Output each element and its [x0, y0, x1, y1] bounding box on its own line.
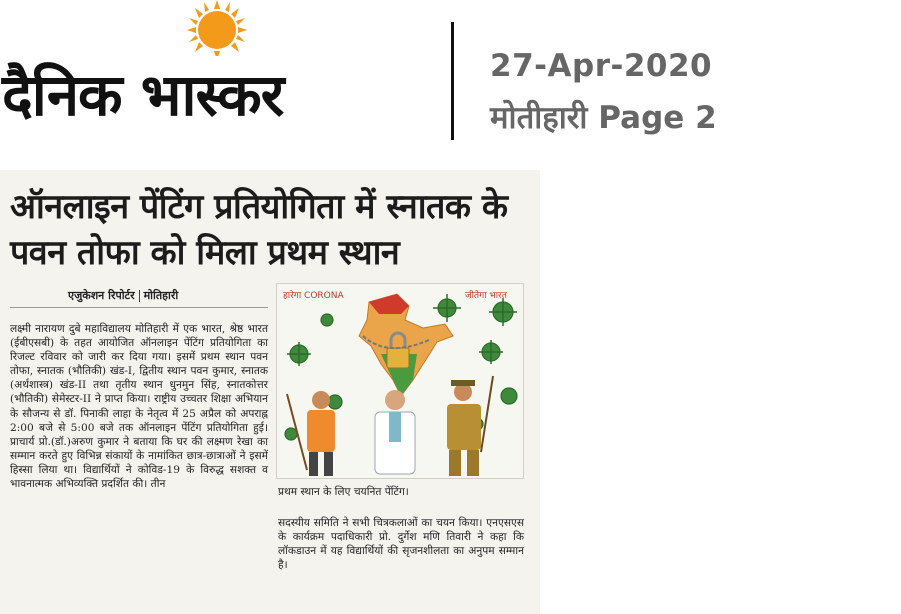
painting-caption: प्रथम स्थान के लिए चयनित पेंटिंग। — [278, 486, 409, 498]
edition-page-info: मोतीहारी Page 2 — [490, 100, 717, 136]
painting-label-right: जीतेगा भारत — [465, 291, 507, 301]
edition-date: 27-Apr-2020 — [490, 48, 713, 84]
article-column-2: सदस्यीय समिति ने सभी चित्रकलाओं का चयन किया। एनएसएस के कार्यक्रम पदाधिकारी प्रो. दुर्गेश मणि तिवारी ने कहा कि लॉकडाउन में यह विद्यार्थियों की सृजनशीलता का अनुपम सम्मान है। — [278, 517, 524, 572]
byline — [68, 288, 178, 303]
article-headline: ऑनलाइन पेंटिंग प्रतियोगिता में स्नातक के पवन तोफा को मिला प्रथम स्थान — [10, 187, 508, 273]
byline-desk: एजुकेशन रिपोर्टर — [68, 289, 135, 302]
byline-rule — [10, 307, 268, 308]
article-column-1: लक्ष्मी नारायण दुबे महाविद्यालय मोतिहारी में एक भारत, श्रेष्ठ भारत (ईबीएसबी) के तहत आयोजित ऑनलाइन पेंटिंग प्रतियोगिता का रिजल्ट रविवार को जारी कर दिया गया। इसमें प्रथम स्थान पवन तोफा, स्नातक (भौतिकी) खंड-I, द्वितीय स्थान पवन कुमार, स्नातक (अर्थशास्त्र) खंड-II तथा तृतीय स्थान धुनमुन सिंह, स्नातकोत्तर (भौतिकी) सेमेस्टर-II ने प्राप्त किया। राष्ट्रीय उच्चतर शिक्षा अभियान के सौजन्य से डॉ. पिनाकी लाहा के नेतृत्व में 25 अप्रैल को अपराह्न 2:00 बजे से 5:00 बजे तक ऑनलाइन पेंटिंग प्रतियोगिता हुई। प्राचार्य प्रो.(डॉ.)अरुण कुमार ने बताया कि घर की लक्ष्मण रेखा का सम्मान करते हुए विभिन्न संकायों के नामांकित छात्र-छात्राओं ने इसमें हिस्सा लिया था। विद्यार्थियों ने कोविड-19 के विरुद्ध सशक्त व भावनात्मक अभिव्यक्ति प्रदर्शित की। तीन — [10, 323, 268, 491]
newspaper-brand: दैनिक भास्कर — [2, 61, 284, 129]
masthead-divider — [451, 22, 454, 140]
painting-image — [276, 283, 524, 479]
byline-separator — [139, 290, 140, 302]
sun-logo-icon — [176, 0, 258, 56]
painting-label-left: हारेगा CORONA — [283, 291, 344, 301]
article-clipping — [0, 170, 540, 614]
masthead — [0, 0, 901, 160]
byline-place: मोतिहारी — [143, 289, 179, 302]
